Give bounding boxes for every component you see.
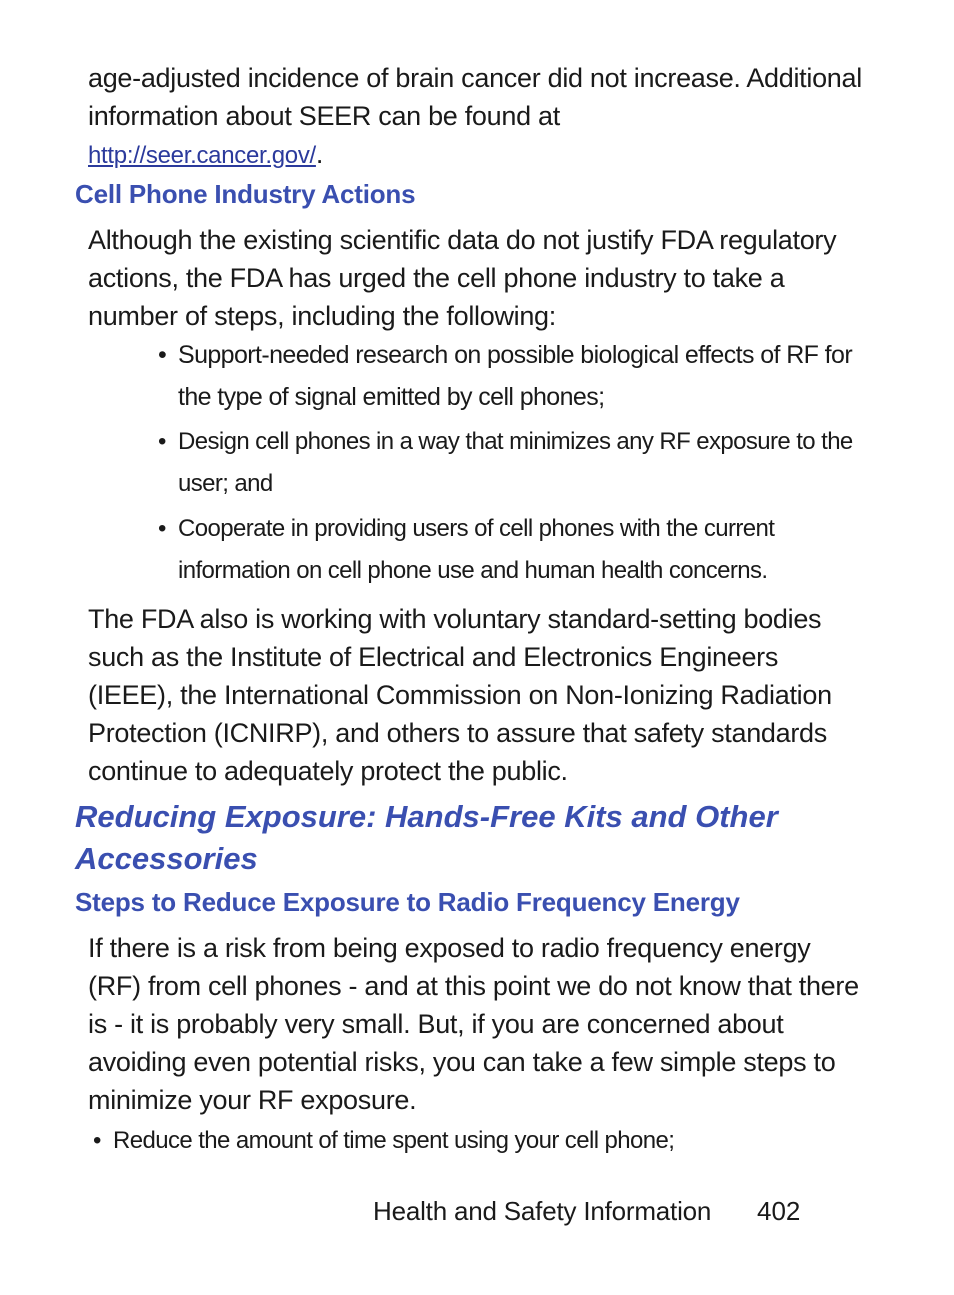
bullet-icon: • (158, 341, 167, 369)
industry-paragraph: Although the existing scientific data do not justify FDA regulatory actions, the FDA has urged the cell phone industry to take a number of steps, including the following: (88, 225, 837, 331)
bullet-text: Design cell phones in a way that minimizes any RF exposure to the user; and (178, 428, 853, 497)
bullet-text: Cooperate in providing users of cell phones with the current information on cell phone use and human health concerns. (178, 515, 775, 584)
heading-steps-reduce-exposure: Steps to Reduce Exposure to Radio Frequency Energy (75, 887, 740, 917)
bullet-text: Support-needed research on possible biological effects of RF for the type of signal emitted by cell phones; (178, 341, 853, 411)
heading-cell-phone-industry-actions: Cell Phone Industry Actions (75, 179, 416, 209)
list-item (158, 508, 868, 592)
intro-line-2: information about SEER can be found at (88, 101, 560, 131)
bullet-icon: • (158, 428, 166, 455)
list-item (158, 334, 868, 418)
list-item (93, 1120, 873, 1162)
page-number: 402 (757, 1196, 801, 1226)
footer-section-title: Health and Safety Information (373, 1196, 712, 1226)
fda-standards-paragraph: The FDA also is working with voluntary standard-setting bodies such as the Institute of Electrical and Electronics Engineers (IEEE), the International Commission on Non-Ionizing Radiation Protection (ICNIRP), and others to assure that safety standards continue to adequately protect the public. (88, 604, 832, 786)
bullet-icon: • (158, 515, 166, 542)
bullet-icon: • (93, 1127, 101, 1154)
bullet-text: Reduce the amount of time spent using your cell phone; (113, 1127, 675, 1154)
intro-paragraph (88, 59, 868, 175)
intro-line-1: age-adjusted incidence of brain cancer did not increase. Additional (88, 63, 862, 93)
link-suffix: . (315, 139, 324, 169)
risk-paragraph: If there is a risk from being exposed to radio frequency energy (RF) from cell phones - and at this point we do not know that there is - it is probably very small. But, if you are concerned about avoiding even potential risks, you can take a few simple steps to minimize your RF exposure. (88, 933, 859, 1115)
seer-link[interactable]: http://seer.cancer.gov/ (88, 142, 316, 169)
heading-reducing-exposure: Reducing Exposure: Hands-Free Kits and Other Accessories (75, 799, 778, 876)
list-item (158, 421, 868, 505)
